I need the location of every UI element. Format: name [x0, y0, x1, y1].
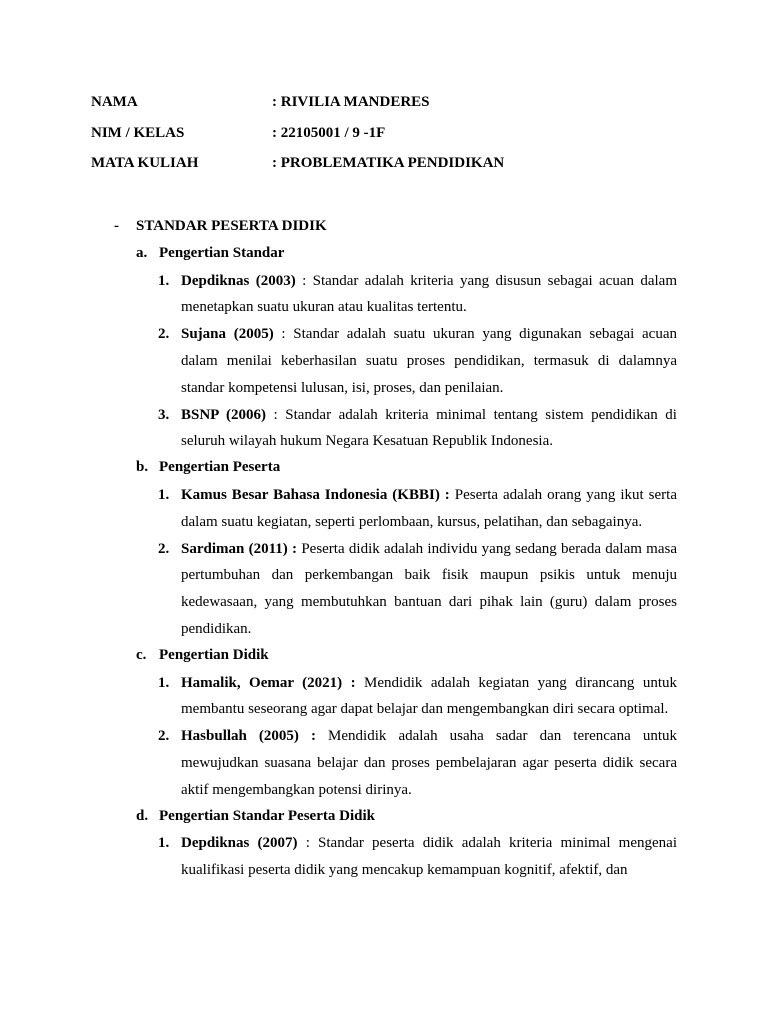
item-source: Depdiknas (2007)	[181, 835, 298, 852]
item-number: 1.	[158, 272, 170, 289]
item-text: : Standar adalah kriteria minimal tentang sistem pendidikan di seluruh wilayah hukum Negara Kesatuan Republik Indonesia.	[181, 406, 677, 450]
student-info-header	[91, 92, 504, 184]
item-text: Mendidik adalah kegiatan yang dirancang untuk membantu seseorang agar dapat belajar dan mengembangkan diri secara optimal.	[181, 674, 677, 718]
header-value: : PROBLEMATIKA PENDIDIKAN	[272, 155, 505, 171]
item-text: : Standar adalah suatu ukuran yang digunakan sebagai acuan dalam menilai keberhasilan suatu proses pendidikan, termasuk di dalamnya standar kompetensi lulusan, isi, proses, dan penilaian.	[181, 326, 677, 396]
definition-item	[158, 536, 677, 643]
item-text: Mendidik adalah usaha sadar dan terencana untuk mewujudkan suasana belajar dan proses pembelajaran agar peserta didik secara aktif mengembangkan potensi dirinya.	[181, 728, 677, 798]
item-number: 2.	[158, 326, 170, 343]
item-source: Sujana (2005)	[181, 326, 274, 343]
item-number: 1.	[158, 486, 170, 503]
item-text: : Standar adalah kriteria yang disusun sebagai acuan dalam menetapkan suatu ukuran atau kualitas tertentu.	[181, 272, 677, 316]
definition-item	[158, 723, 677, 803]
item-text: Peserta adalah orang yang ikut serta dalam suatu kegiatan, seperti perlombaan, kursus, pelatihan, dan sebagainya.	[181, 486, 677, 530]
subsection-title: Pengertian Didik	[159, 646, 269, 663]
definition-item	[158, 402, 677, 456]
subsection-letter: a.	[136, 244, 148, 261]
subsection-letter: c.	[136, 646, 147, 663]
subsection-heading	[0, 804, 768, 831]
header-value: : 22105001 / 9 -1F	[272, 124, 386, 141]
subsection-letter: d.	[136, 807, 149, 824]
subsection-letter: b.	[136, 459, 149, 476]
header-label: NIM / KELAS	[91, 124, 185, 141]
item-number: 2.	[158, 728, 170, 745]
definition-item	[158, 482, 677, 536]
definition-item	[158, 670, 677, 724]
item-source: BSNP (2006)	[181, 406, 267, 423]
item-source: Hasbullah (2005) :	[181, 728, 316, 745]
subsection-title: Pengertian Standar	[159, 244, 285, 261]
section-heading	[0, 214, 768, 241]
item-number: 1.	[158, 674, 170, 691]
subsection-heading	[0, 455, 768, 482]
subsection-title: Pengertian Peserta	[159, 459, 281, 476]
document-body	[0, 214, 768, 884]
subsection-heading	[0, 241, 768, 268]
item-text: : Standar peserta didik adalah kriteria minimal mengenai kualifikasi peserta didik yang mencakup kemampuan kognitif, afektif, dan	[181, 835, 677, 879]
section-bullet: -	[114, 218, 119, 234]
subsection-heading	[0, 643, 768, 670]
item-number: 2.	[158, 540, 170, 557]
item-source: Hamalik, Oemar (2021) :	[181, 674, 356, 691]
subsection-title: Pengertian Standar Peserta Didik	[159, 807, 375, 824]
item-source: Depdiknas (2003)	[181, 272, 296, 289]
header-label: NAMA	[91, 94, 138, 110]
item-text: Peserta didik adalah individu yang sedang berada dalam masa pertumbuhan dan perkembangan baik fisik maupun psikis untuk menuju kedewasaan, yang membutuhkan bantuan dari pihak lain (guru) dalam proses pendidikan.	[181, 540, 677, 637]
item-number: 1.	[158, 835, 170, 852]
item-source: Kamus Besar Bahasa Indonesia (KBBI) :	[181, 486, 450, 503]
definition-item	[158, 830, 677, 884]
header-label: MATA KULIAH	[91, 155, 199, 171]
item-number: 3.	[158, 406, 170, 423]
header-row-course	[91, 153, 504, 184]
definition-item	[158, 268, 677, 322]
header-row-nim	[91, 123, 504, 154]
item-source: Sardiman (2011) :	[181, 540, 298, 557]
section-title: STANDAR PESERTA DIDIK	[136, 218, 327, 234]
header-value: : RIVILIA MANDERES	[272, 94, 430, 110]
definition-item	[158, 321, 677, 401]
header-row-name	[91, 92, 504, 123]
